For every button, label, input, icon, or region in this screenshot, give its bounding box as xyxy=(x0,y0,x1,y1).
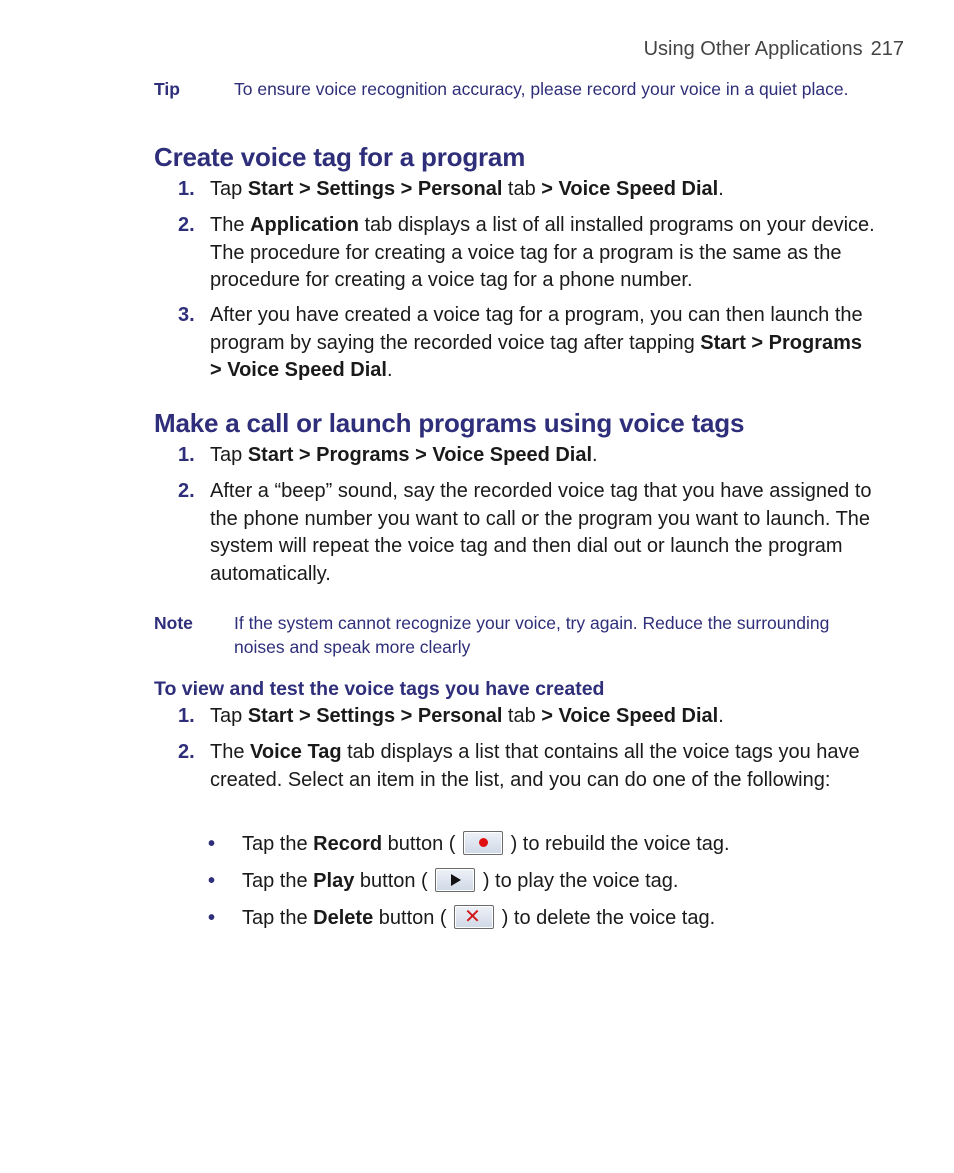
section1-step-2 xyxy=(178,212,878,295)
step-text-run: tab displays a list that contains all the voice tags you have created. Select an item in the list, and you can do one of the following: xyxy=(210,741,860,791)
step-number: 2. xyxy=(178,214,195,236)
bullet-record xyxy=(208,830,730,858)
record-term: Record xyxy=(313,833,383,855)
menu-settings: Settings xyxy=(316,705,396,727)
bullet-play xyxy=(208,867,679,895)
menu-start: Start xyxy=(247,178,294,200)
menu-path: Start > Programs > Voice Speed Dial xyxy=(210,331,863,381)
play-triangle-icon xyxy=(451,874,461,886)
bullet-text-run: Tap the xyxy=(242,907,314,929)
menu-separator: > xyxy=(395,705,418,727)
bullet-text xyxy=(242,867,679,895)
step-text-run: The xyxy=(210,214,251,236)
bullet-text xyxy=(242,830,730,858)
step-text-run: The xyxy=(210,741,251,763)
section1-step-3 xyxy=(178,302,878,385)
menu-start: Start xyxy=(247,705,294,727)
step-number: 1. xyxy=(178,444,195,466)
step-number: 2. xyxy=(178,741,195,763)
tip-text: To ensure voice recognition accuracy, please record your voice in a quiet place. xyxy=(234,79,849,99)
section2-step-1 xyxy=(178,442,878,470)
delete-term: Delete xyxy=(313,907,374,929)
step-text-run: tab displays a list of all installed programs on your device. The procedure for creating a voice tag for a program is the same as the procedure for creating a voice tag for a phone number. xyxy=(210,214,875,291)
record-dot-icon xyxy=(479,838,488,847)
bullet-text-run: ) to delete the voice tag. xyxy=(496,907,716,929)
step-text-run: tab xyxy=(502,705,542,727)
header-section-title: Using Other Applications xyxy=(643,38,863,60)
step-text xyxy=(210,302,878,385)
step-text-run: . xyxy=(718,705,724,727)
step-number: 2. xyxy=(178,480,195,502)
section1-step-1 xyxy=(178,176,878,204)
step-text-run: . xyxy=(718,178,724,200)
section-heading-make-a-call: Make a call or launch programs using voice tags xyxy=(154,408,745,438)
step-text xyxy=(210,739,878,794)
step-text-run: Tap xyxy=(210,444,248,466)
step-text xyxy=(210,703,878,731)
bullet-text-run: ) to rebuild the voice tag. xyxy=(505,833,730,855)
step-text xyxy=(210,442,878,470)
tip-label: Tip xyxy=(154,79,180,99)
delete-button-icon xyxy=(454,905,494,929)
note-text: If the system cannot recognize your voice, try again. Reduce the surrounding noises and speak more clearly xyxy=(234,613,830,657)
tip-callout xyxy=(154,77,884,101)
section2-step-2 xyxy=(178,478,878,588)
bullet-text-run: button ( xyxy=(354,870,434,892)
menu-voice-speed-dial: Voice Speed Dial xyxy=(558,178,719,200)
menu-separator: > xyxy=(293,178,317,200)
menu-personal: Personal xyxy=(417,178,503,200)
menu-path: Start > Programs > Voice Speed Dial xyxy=(247,444,593,466)
bullet-delete xyxy=(208,904,715,932)
step-text-run: . xyxy=(592,444,598,466)
step-text-run: . xyxy=(386,359,393,381)
subheading-view-and-test: To view and test the voice tags you have created xyxy=(154,678,605,700)
bullet-text-run: Tap the xyxy=(242,870,314,892)
menu-separator: > xyxy=(541,178,559,200)
menu-personal: Personal xyxy=(417,705,503,727)
record-button-icon xyxy=(463,831,503,855)
step-number: 3. xyxy=(178,304,195,326)
play-button-icon xyxy=(435,868,475,892)
section3-step-1 xyxy=(178,703,878,731)
menu-separator: > xyxy=(293,705,317,727)
menu-separator: > xyxy=(395,178,418,200)
menu-separator: > xyxy=(541,705,559,727)
bullet-icon: • xyxy=(208,907,216,929)
step-text-run: Tap xyxy=(210,705,248,727)
running-header xyxy=(644,38,904,61)
delete-x-icon: ✕ xyxy=(464,903,481,928)
bullet-text xyxy=(242,904,715,932)
step-text-run: After you have created a voice tag for a program, you can then launch the program by saying the recorded voice tag after tapping xyxy=(210,304,863,354)
bullet-text-run: ) to play the voice tag. xyxy=(477,870,679,892)
step-text-run: tab xyxy=(502,178,542,200)
play-term: Play xyxy=(313,870,355,892)
step-text xyxy=(210,212,878,295)
bullet-icon: • xyxy=(208,870,216,892)
step-text-run: Tap xyxy=(210,178,248,200)
section-heading-create-voice-tag: Create voice tag for a program xyxy=(154,142,526,172)
step-number: 1. xyxy=(178,705,195,727)
step-text: After a “beep” sound, say the recorded voice tag that you have assigned to the phone number you want to call or the program you want to launch. The system will repeat the voice tag and then dial out or launch the program automatically. xyxy=(210,480,872,585)
step-number: 1. xyxy=(178,178,195,200)
section3-step-2 xyxy=(178,739,878,794)
menu-voice-speed-dial: Voice Speed Dial xyxy=(558,705,719,727)
application-tab-term: Application xyxy=(250,214,359,236)
step-text xyxy=(210,176,878,204)
voice-tag-tab-term: Voice Tag xyxy=(250,741,342,763)
menu-settings: Settings xyxy=(316,178,396,200)
note-label: Note xyxy=(154,613,193,633)
note-callout xyxy=(154,611,884,659)
page-number: 217 xyxy=(870,38,904,60)
bullet-icon: • xyxy=(208,833,216,855)
bullet-text-run: button ( xyxy=(382,833,462,855)
bullet-text-run: button ( xyxy=(373,907,453,929)
bullet-text-run: Tap the xyxy=(242,833,314,855)
